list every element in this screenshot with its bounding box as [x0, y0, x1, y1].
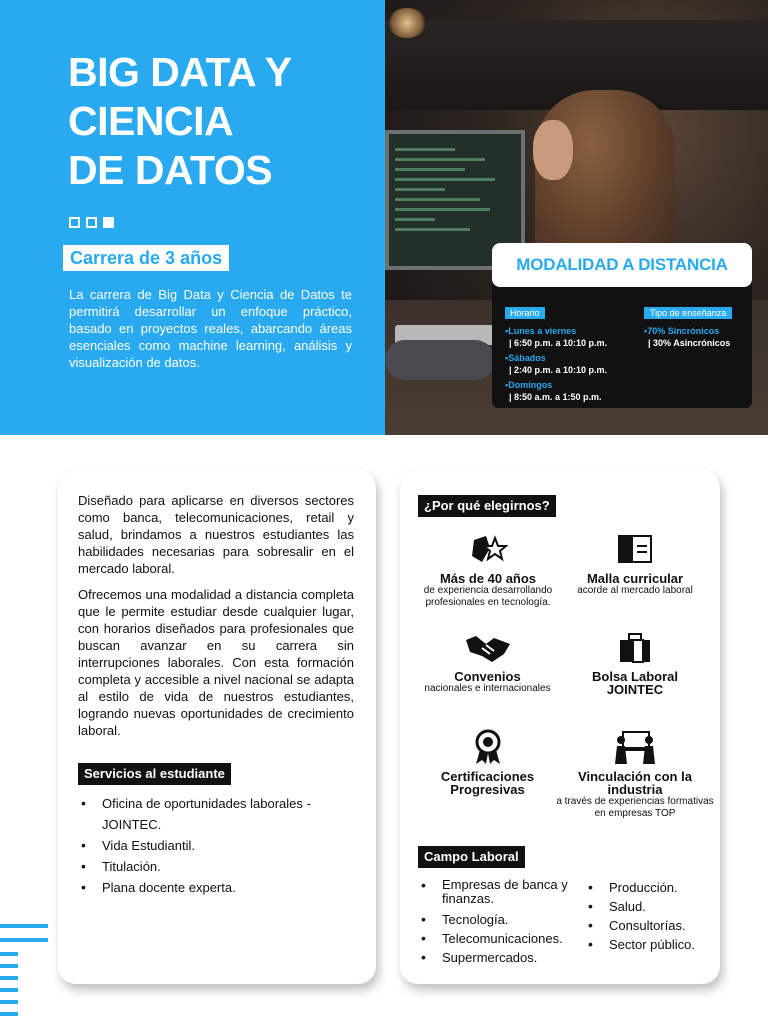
photo-lamp: [387, 8, 427, 38]
list-item: • Vida Estudiantil.: [78, 835, 338, 856]
certificate-icon: [468, 728, 508, 766]
campo-laboral-list-right: [585, 878, 715, 954]
feature-title: Vinculación con la industria: [578, 769, 692, 797]
modality-card: [492, 243, 752, 408]
schedule-time: | 6:50 p.m. a 10:10 p.m.: [509, 338, 608, 348]
teaching-item: [644, 325, 732, 349]
feature-subtitle: a través de experiencias formativas en empresas TOP: [556, 796, 714, 819]
list-item: • Tecnología.: [418, 910, 568, 929]
feature-title: Malla curricular: [586, 571, 684, 586]
briefcase-icon: [615, 630, 655, 666]
feature-title: Convenios: [454, 669, 521, 684]
feature-job-board: [570, 630, 700, 696]
photo-arm: [385, 340, 495, 380]
list-item: • Supermercados.: [418, 948, 568, 967]
list-item: • Consultorías.: [585, 916, 715, 935]
services-heading: Servicios al estudiante: [78, 763, 231, 785]
schedule-day: ▪Sábados: [505, 353, 546, 363]
schedule-item: [505, 325, 607, 349]
schedule-day: ▪Lunes a viernes: [505, 326, 577, 336]
list-item: • Telecomunicaciones.: [418, 929, 568, 948]
star-medal-icon: [468, 532, 508, 568]
feature-subtitle: nacionales e internacionales: [424, 683, 551, 694]
program-description-card: [58, 470, 376, 984]
photo-person-face: [533, 120, 573, 180]
intro-paragraph: La carrera de Big Data y Ciencia de Datos te permitirá desarrollar un enfoque práctico, basado en proyectos reales, abarcando áreas esenciales como machine learning, análisis y visualización de datos.: [69, 287, 352, 370]
feature-industry-link: [550, 728, 720, 820]
teaching-async: | 30% Asincrónicos: [648, 338, 731, 348]
feature-agreements: [420, 630, 555, 695]
schedule-item: [505, 379, 607, 403]
square-outline-icon: [69, 217, 80, 228]
hero-blue-panel: [0, 0, 385, 435]
title-line-2: CIENCIA: [68, 98, 234, 144]
feature-curriculum: [570, 532, 700, 597]
list-item: • Empresas de banca y finanzas.: [418, 878, 568, 906]
feature-experience: [408, 532, 568, 609]
modality-title: MODALIDAD A DISTANCIA: [492, 243, 752, 287]
feature-title: Más de 40 años: [439, 571, 537, 586]
handshake-icon: [464, 630, 512, 666]
title-line-1: BIG DATA Y: [68, 49, 292, 95]
feature-certifications: [420, 728, 555, 796]
schedule-time: | 8:50 a.m. a 1:50 p.m.: [509, 392, 602, 402]
why-heading: ¿Por qué elegirnos?: [418, 495, 556, 517]
hero-section: [0, 0, 768, 435]
why-choose-us-card: [400, 470, 720, 984]
title-line-3: DE DATOS: [68, 147, 273, 193]
career-duration-badge: Carrera de 3 años: [63, 245, 229, 271]
schedule-item: [505, 352, 607, 376]
schedule-time: | 2:40 p.m. a 10:10 p.m.: [509, 365, 608, 375]
feature-title: Certificaciones Progresivas: [440, 769, 535, 797]
list-item: • Plana docente experta.: [78, 877, 338, 898]
description-paragraph-2: Ofrecemos una modalidad a distancia completa que le permite estudiar desde cualquier lugar, con horarios diseñados para profesionales que buscan avanzar en su carrera sin interrupciones laborales. Con esta formación completa y accesible a nivel nacional se adapta al estilo de vida de nuestros estudiantes, logrando nuevas oportunidades de crecimiento laboral.: [78, 587, 354, 738]
schedule-day: ▪Domingos: [505, 380, 553, 390]
book-icon: [615, 532, 655, 568]
list-item: • Producción.: [585, 878, 715, 897]
list-item: • Oficina de oportunidades laborales - JOINTEC.: [78, 793, 338, 835]
teaching-column: [644, 303, 732, 349]
list-item: • Sector público.: [585, 935, 715, 954]
schedule-label: Horario: [505, 307, 545, 319]
services-list: [78, 793, 338, 898]
square-outline-icon: [86, 217, 97, 228]
list-item: • Salud.: [585, 897, 715, 916]
campo-laboral-heading: Campo Laboral: [418, 846, 525, 868]
decorative-squares: [69, 217, 114, 228]
description-paragraph-1: Diseñado para aplicarse en diversos sectores como banca, telecomunicaciones, retail y salud, brindamos a nuestros estudiantes las habilidades necesarias para sobresalir en el mercado laboral.: [78, 493, 354, 576]
feature-title: Bolsa Laboral JOINTEC: [592, 669, 678, 697]
teaching-sync: ▪70% Sincrónicos: [644, 326, 720, 336]
teaching-label: Tipo de enseñanza: [644, 307, 732, 319]
schedule-column: [505, 303, 607, 403]
square-filled-icon: [103, 217, 114, 228]
page-title: [68, 48, 292, 195]
feature-subtitle: acorde al mercado laboral: [577, 585, 693, 596]
list-item: • Titulación.: [78, 856, 338, 877]
campo-laboral-list-left: [418, 878, 568, 967]
feature-subtitle: de experiencia desarrollando profesionales en tecnología.: [423, 585, 553, 608]
people-board-icon: [613, 728, 657, 766]
